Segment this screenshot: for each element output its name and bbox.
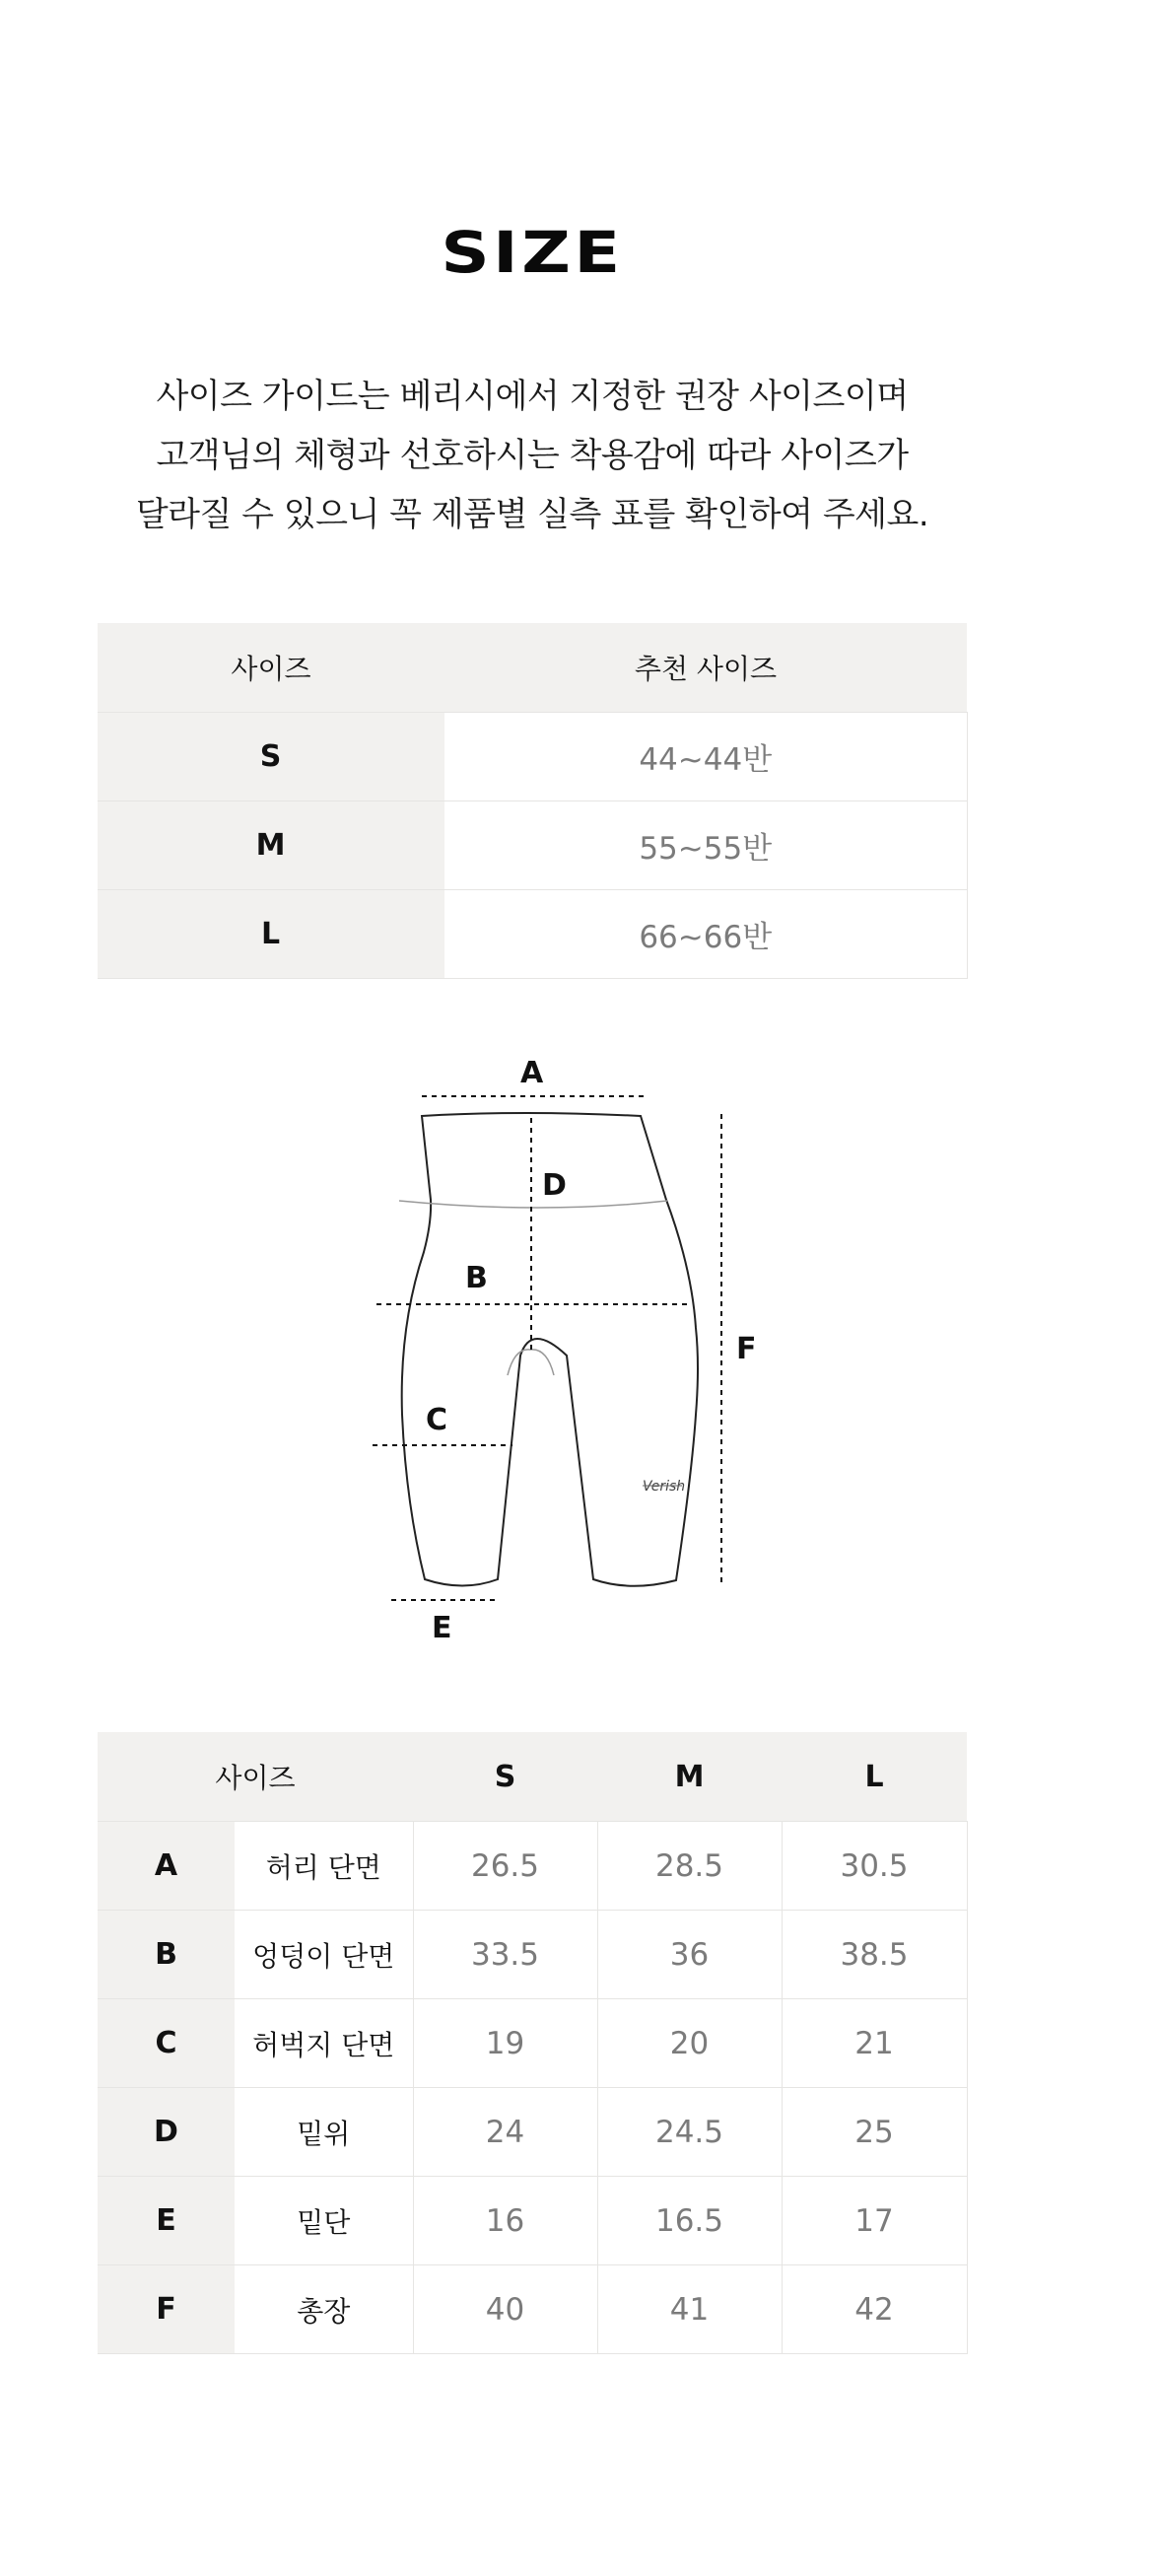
measure-part: 허벅지 단면 xyxy=(235,1999,413,2088)
measure-value-m: 16.5 xyxy=(597,2177,782,2265)
recommended-size-table xyxy=(98,623,968,979)
measure-value-l: 17 xyxy=(782,2177,967,2265)
measurement-table xyxy=(98,1732,968,2354)
measure-value-l: 25 xyxy=(782,2088,967,2177)
table-header-row xyxy=(98,1732,967,1822)
header-size-s: S xyxy=(413,1732,597,1822)
measure-value-m: 28.5 xyxy=(597,1822,782,1911)
measure-part: 총장 xyxy=(235,2265,413,2354)
label-e: E xyxy=(432,1611,452,1645)
measure-value-s: 40 xyxy=(413,2265,597,2354)
measure-value-m: 20 xyxy=(597,1999,782,2088)
measure-value-s: 19 xyxy=(413,1999,597,2088)
measure-value-l: 42 xyxy=(782,2265,967,2354)
recommended-size-value: 55~55반 xyxy=(444,801,967,890)
table-row xyxy=(98,2088,967,2177)
measure-letter: C xyxy=(98,1999,235,2088)
label-c: C xyxy=(426,1403,448,1437)
label-f: F xyxy=(736,1332,757,1366)
intro-line: 달라질 수 있으니 꼭 제품별 실측 표를 확인하여 주세요. xyxy=(135,495,929,534)
measure-value-m: 41 xyxy=(597,2265,782,2354)
measure-value-s: 24 xyxy=(413,2088,597,2177)
label-d: D xyxy=(542,1168,567,1203)
table-row xyxy=(98,801,967,890)
recommended-size-value: 66~66반 xyxy=(444,890,967,979)
size-guide-intro xyxy=(59,367,1005,544)
table-row xyxy=(98,713,967,801)
table-row xyxy=(98,2177,967,2265)
measure-value-l: 21 xyxy=(782,1999,967,2088)
header-size: 사이즈 xyxy=(98,1732,413,1822)
crotch-gusset xyxy=(508,1350,554,1375)
measure-letter: A xyxy=(98,1822,235,1911)
header-size-l: L xyxy=(782,1732,967,1822)
measure-letter: E xyxy=(98,2177,235,2265)
measure-part: 허리 단면 xyxy=(235,1822,413,1911)
measure-value-m: 24.5 xyxy=(597,2088,782,2177)
measure-value-s: 33.5 xyxy=(413,1911,597,1999)
header-recommended-size: 추천 사이즈 xyxy=(444,623,967,713)
label-b: B xyxy=(465,1261,488,1295)
measure-letter: F xyxy=(98,2265,235,2354)
table-row xyxy=(98,2265,967,2354)
measure-letter: D xyxy=(98,2088,235,2177)
label-a: A xyxy=(520,1056,544,1090)
brand-mark: Verish xyxy=(643,1479,686,1495)
measure-value-s: 26.5 xyxy=(413,1822,597,1911)
intro-line: 고객님의 체형과 선호하시는 착용감에 따라 사이즈가 xyxy=(156,436,909,475)
page-title: SIZE xyxy=(441,219,624,286)
measure-part: 엉덩이 단면 xyxy=(235,1911,413,1999)
measure-value-l: 38.5 xyxy=(782,1911,967,1999)
size-label: L xyxy=(98,890,444,979)
table-row xyxy=(98,1822,967,1911)
measure-letter: B xyxy=(98,1911,235,1999)
measure-value-m: 36 xyxy=(597,1911,782,1999)
measure-value-s: 16 xyxy=(413,2177,597,2265)
measure-part: 밑단 xyxy=(235,2177,413,2265)
measure-value-l: 30.5 xyxy=(782,1822,967,1911)
size-label: S xyxy=(98,713,444,801)
shorts-measurement-diagram xyxy=(335,1040,757,1651)
table-row xyxy=(98,1999,967,2088)
recommended-size-value: 44~44반 xyxy=(444,713,967,801)
waistband-line xyxy=(399,1201,667,1208)
size-label: M xyxy=(98,801,444,890)
table-header-row xyxy=(98,623,967,713)
intro-line: 사이즈 가이드는 베리시에서 지정한 권장 사이즈이며 xyxy=(156,377,909,416)
header-size-m: M xyxy=(597,1732,782,1822)
header-size: 사이즈 xyxy=(98,623,444,713)
table-row xyxy=(98,890,967,979)
table-row xyxy=(98,1911,967,1999)
measure-part: 밑위 xyxy=(235,2088,413,2177)
